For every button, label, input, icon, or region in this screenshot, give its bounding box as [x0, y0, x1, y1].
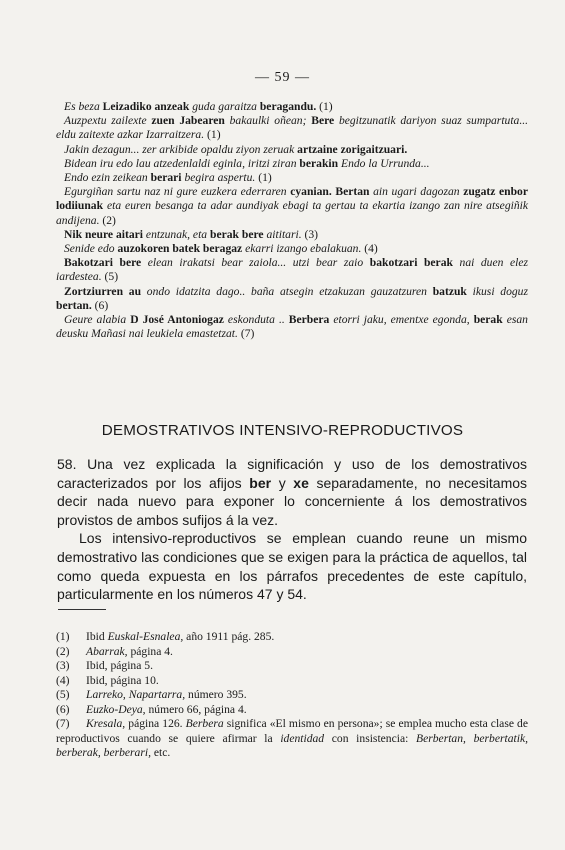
footnote-4: (4) Ibid, página 10. [56, 673, 159, 687]
quote-7: Nik neure aitari entzunak, eta berak bere aititari. (3) [64, 227, 319, 241]
paragraph-58: 58. Una vez explicada la significación y uso de los demostrativos caracterizados por los afijos ber y xe separadamente, no necesitamos decir nada nuevo para exponer lo concerniente á los demostrativos provistos de ambos sufijos á la vez. [57, 456, 528, 528]
footnote-2: (2) Abarrak, página 4. [56, 644, 173, 658]
body-text [57, 455, 527, 604]
quote-4: Bidean iru edo lau atzedenlaldi eginla, iritzi ziran berakin Endo la Urrunda... [64, 156, 430, 170]
quote-9: Bakotzari bere elean irakatsi bear zaiola... utzi bear zaio bakotzari berak nai duen elez iardestea. (5) [56, 256, 528, 284]
example-quotes [56, 100, 528, 341]
footnote-7: (7) Kresala, página 126. Berbera significa «El mismo en persona»; se emplea mucho esta clase de reproductivos cuando se quiere afirmar la identidad con insistencia: Berbertan, berbertatik, berberak, berberari, etc. [56, 717, 529, 759]
quote-2: Auzpextu zailexte zuen Jabearen bakaulki oñean; Bere begitzunatik dariyon suaz sumpartuta... eldu zaitexte azkar Izarraitzera. (1) [56, 114, 529, 142]
footnote-1: (1) Ibid Euskal-Esnalea, año 1911 pág. 285. [56, 630, 275, 643]
quote-8: Senide edo auzokoren batek beragaz ekarri izango ebalakuan. (4) [64, 242, 378, 256]
paragraph-2: Los intensivo-reproductivos se emplean cuando reune un mismo demostrativo las condiciones que se exigen para la práctica de aquellos, tal como queda expuesta en los párrafos precedentes de este capítulo, particularmente en los números 47 y 54. [57, 530, 527, 603]
footnote-3: (3) Ibid, página 5. [56, 659, 153, 672]
quote-11: Geure alabia D José Antoniogaz eskonduta .. Berbera etorri jaku, ementxe egonda, berak esan deusku Mañasi nai leukiela emastetzat. (7) [56, 313, 528, 341]
quote-3: Jakin dezagun... zer arkibide opaldu ziyon zeruak artzaine zorigaitzuari. [64, 142, 408, 156]
quote-5: Endo ezin zeikean berari begira aspertu. (1) [64, 171, 272, 185]
footnote-divider [58, 609, 106, 610]
footnote-6: (6) Euzko-Deya, número 66, página 4. [56, 702, 247, 716]
page-number: — 59 — [255, 70, 310, 85]
quote-1: Es beza Leizadiko anzeak guda garaitza beragandu. (1) [64, 100, 333, 113]
section-heading: DEMOSTRATIVOS INTENSIVO-REPRODUCTIVOS [101, 422, 464, 439]
footnotes [56, 630, 528, 761]
quote-6: Egurgiñan sartu naz ni gure euzkera ederraren cyanian. Bertan ain ugari dagozan zugatz enbor lodiiunak eta euren besanga ta adar aundiyak ebagi ta gertau ta ekartia izango zan nire atsegiñik andijena. (2) [56, 185, 529, 227]
footnote-5: (5) Larreko, Napartarra, número 395. [56, 688, 247, 701]
quote-10: Zortziurren au ondo idatzita dago.. baña atsegin etzakuzan gauzatzuren batzuk ikusi doguz bertan. (6) [56, 284, 528, 312]
